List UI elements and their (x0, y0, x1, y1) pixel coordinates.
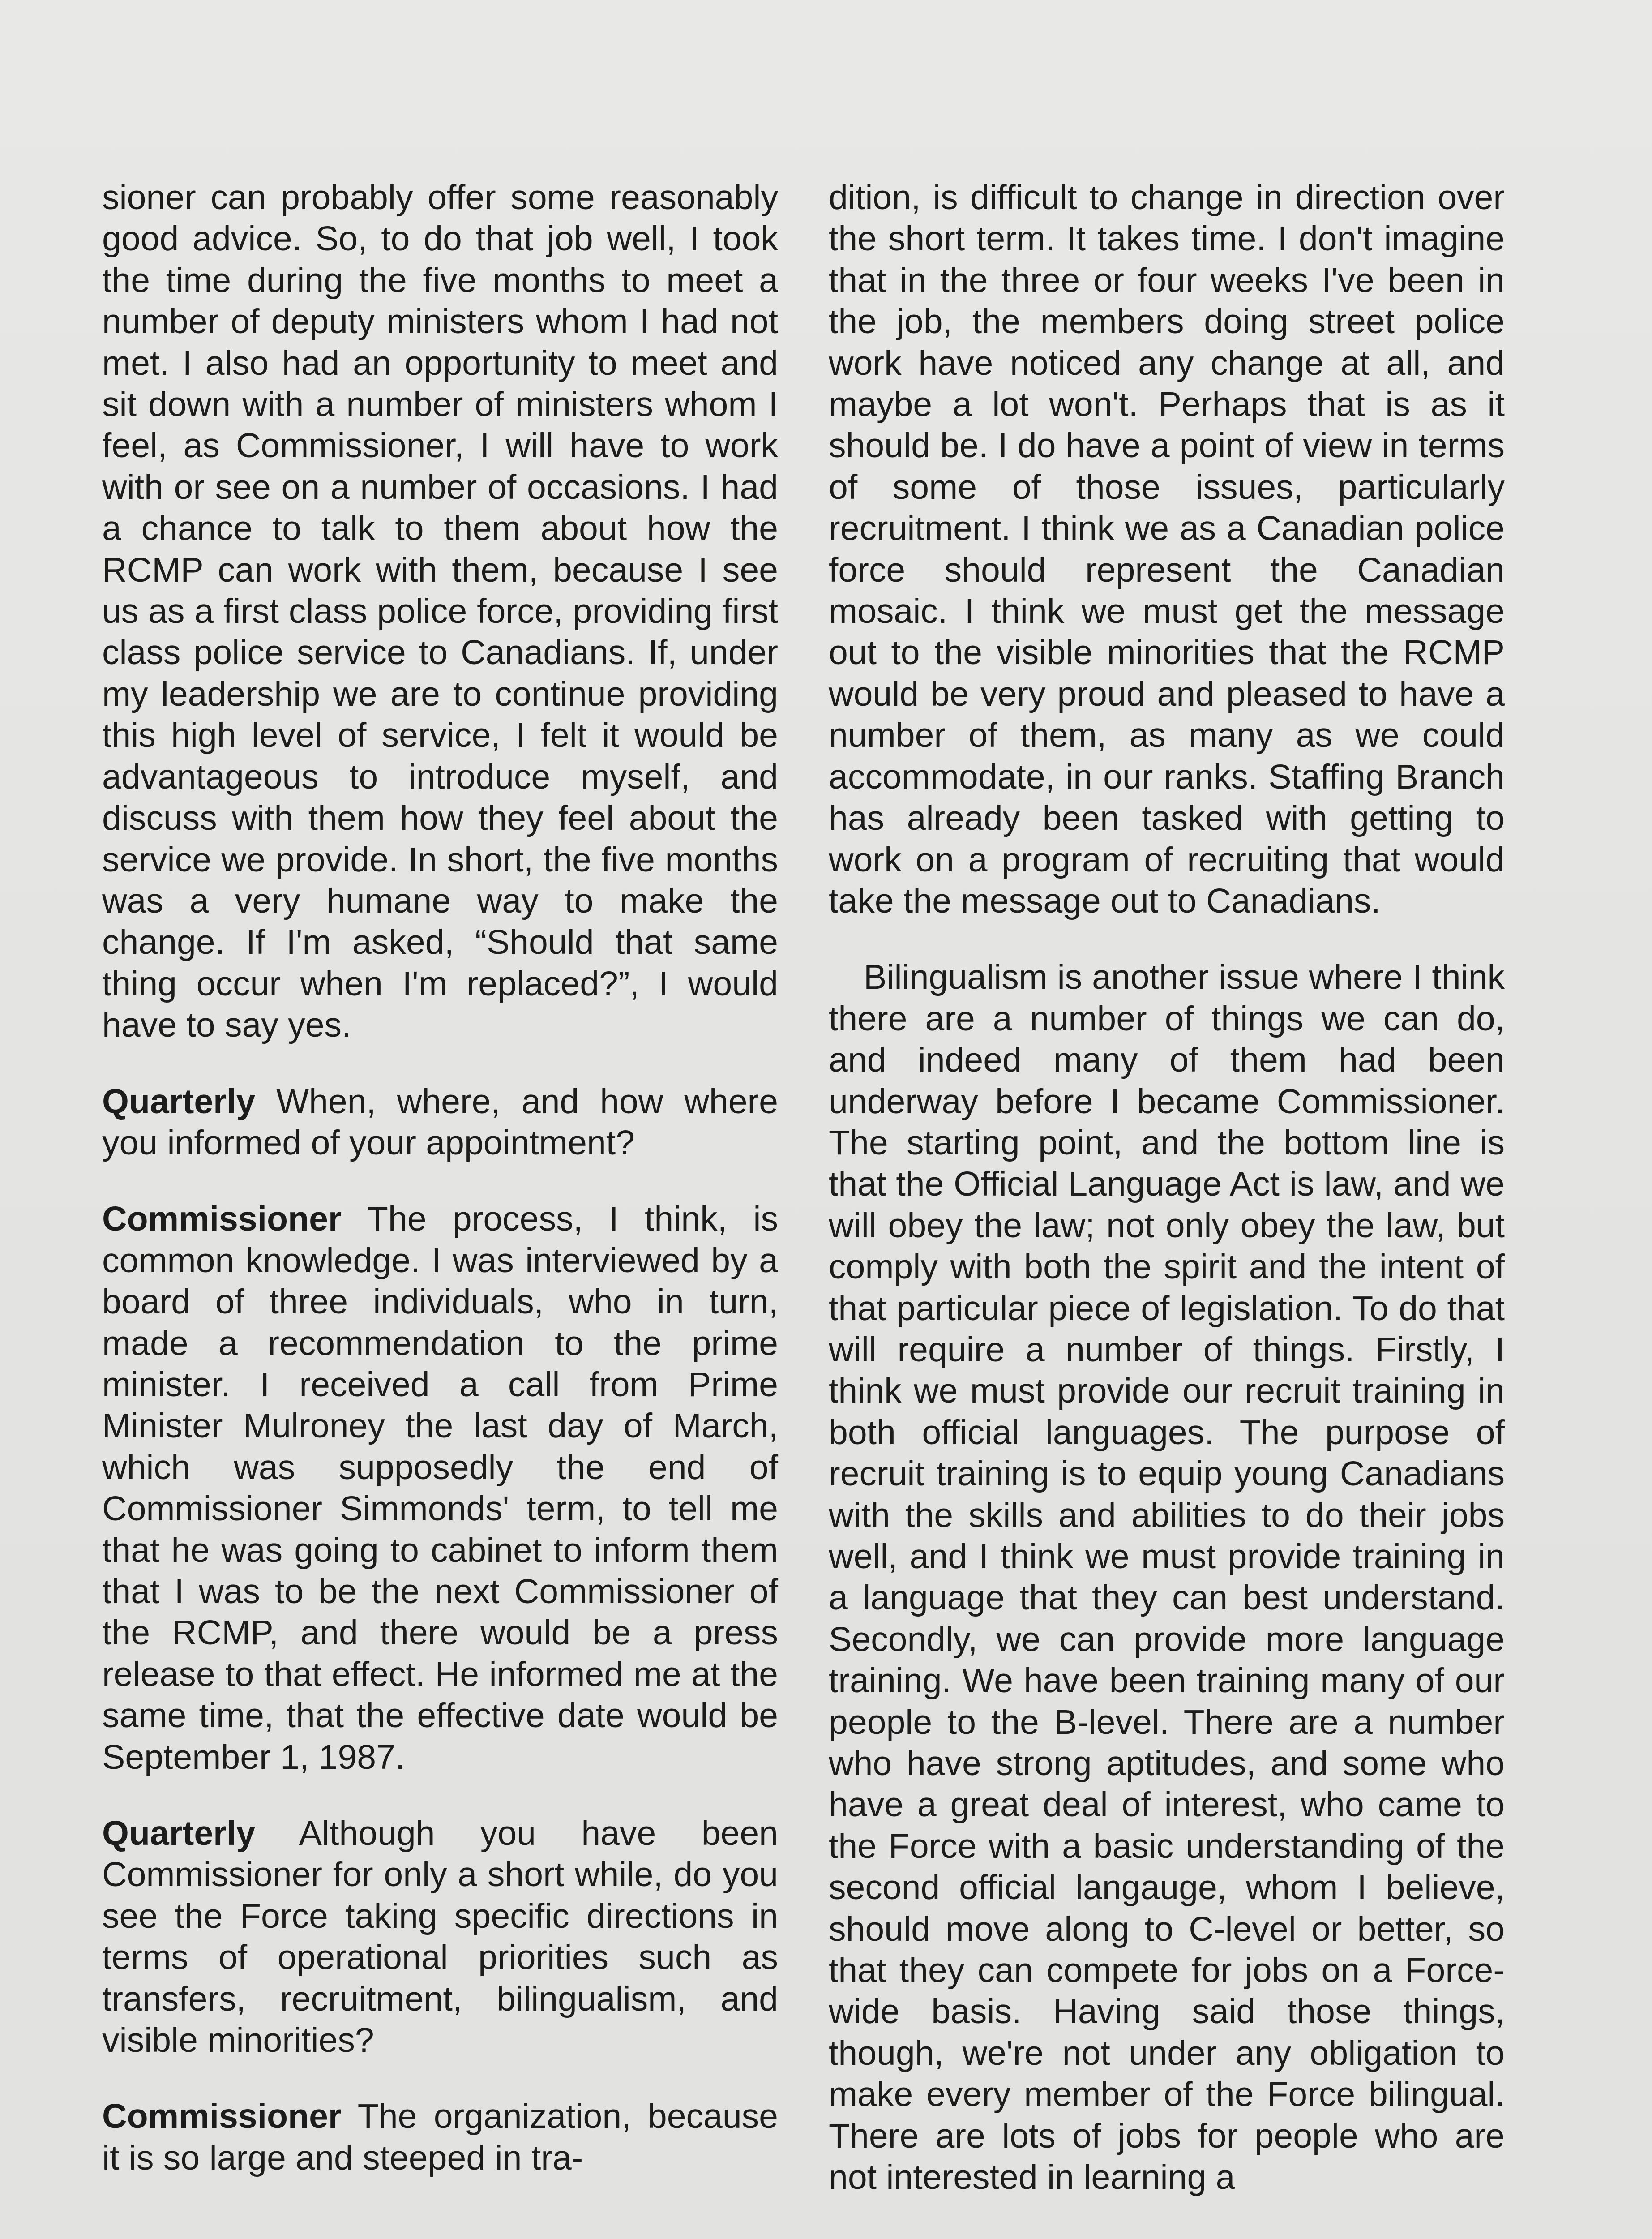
answer-paragraph (102, 2096, 778, 2179)
question-paragraph (102, 1081, 778, 1164)
paragraph-text: dition, is difficult to change in direction over the short term. It takes time. I don't imagine that in the three or four weeks I've been in the job, the members doing street police work have noticed any change at all, and maybe a lot won't. Perhaps that is as it should be. I do have a point of view in terms of some of those issues, particularly recruitment. I think we as a Canadian police force should represent the Canadian mosaic. I think we must get the message out to the visible minorities that the RCMP would be very proud and pleased to have a number of them, as many as we could accommodate, in our ranks. Staffing Branch has already been tasked with getting to work on a program of recruiting that would take the message out to Canadians. (829, 178, 1505, 920)
paragraph-bilingualism (829, 957, 1505, 2198)
speaker-label: Quarterly (102, 1814, 256, 1853)
right-column (829, 177, 1505, 2233)
answer-paragraph (102, 1198, 778, 1778)
paragraph-continuation (102, 177, 778, 1046)
left-column (102, 177, 778, 2213)
paragraph-text: Bilingualism is another issue where I think there are a number of things we can do, and indeed many of them had been underway before I became Commissioner. The starting point, and the bottom line is that the Official Language Act is law, and we will obey the law; not only obey the law, but comply with both the spirit and the intent of that particular piece of legislation. To do that will require a number of things. Firstly, I think we must provide our recruit training in both official languages. The purpose of recruit training is to equip young Canadians with the skills and abilities to do their jobs well, and I think we must provide training in a language that they can best understand. Secondly, we can provide more language training. We have been training many of our people to the B-level. There are a number who have strong aptitudes, and some who have a great deal of interest, who came to the Force with a basic understanding of the second official langauge, whom I believe, should move along to C-level or better, so that they can compete for jobs on a Force-wide basis. Having said those things, though, we're not under any obligation to make every member of the Force bilingual. There are lots of jobs for people who are not interested in learning a (829, 958, 1505, 2197)
paragraph-continuation (829, 177, 1505, 922)
paragraph-text: sioner can probably offer some reasonably good advice. So, to do that job well, I took the time during the five months to meet a number of deputy ministers whom I had not met. I also had an opportunity to meet and sit down with a number of ministers whom I feel, as Commissioner, I will have to work with or see on a number of occasions. I had a chance to talk to them about how the RCMP can work with them, because I see us as a first class police force, providing first class police service to Canadians. If, under my leadership we are to continue providing this high level of service, I felt it would be advantageous to introduce myself, and discuss with them how they feel about the service we provide. In short, the five months was a very humane way to make the change. If I'm asked, “Should that same thing occur when I'm replaced?”, I would have to say yes. (102, 178, 778, 1045)
question-paragraph (102, 1813, 778, 2061)
speaker-label: Quarterly (102, 1082, 256, 1121)
paragraph-text: When, where, and how where you informed of your appointment? (102, 1082, 778, 1162)
speaker-label: Commissioner (102, 2097, 342, 2136)
paragraph-text: The process, I think, is common knowledge. I was interviewed by a board of three individuals, who in turn, made a recommendation to the prime minister. I received a call from Prime Minister Mulroney the last day of March, which was supposedly the end of Commissioner Simmonds' term, to tell me that he was going to cabinet to inform them that I was to be the next Commissioner of the RCMP, and there would be a press release to that effect. He informed me at the same time, that the effective date would be September 1, 1987. (102, 1200, 778, 1776)
paragraph-text: Although you have been Commissioner for only a short while, do you see the Force taking specific directions in terms of operational priorities such as transfers, recruitment, bilingualism, and visible minorities? (102, 1814, 778, 2060)
speaker-label: Commissioner (102, 1200, 342, 1239)
paragraph-text: The organization, because it is so large and steeped in tra- (102, 2097, 778, 2177)
